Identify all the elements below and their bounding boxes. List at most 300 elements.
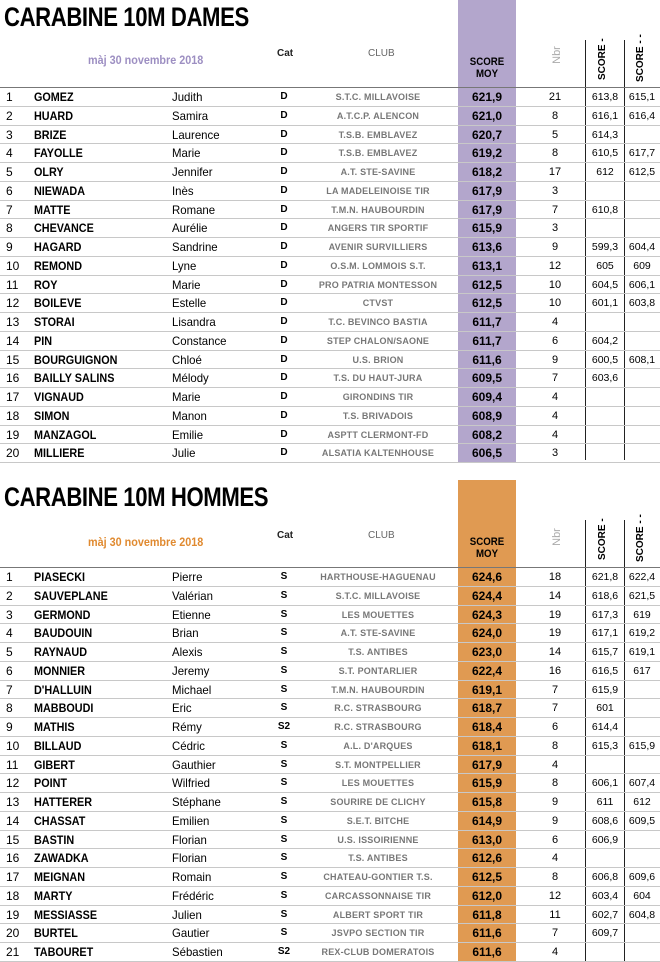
table-row <box>0 426 660 445</box>
last-name-cell: BRIZE <box>34 127 67 142</box>
category-cell: D <box>280 391 288 402</box>
score1-cell: 615,3 <box>591 739 619 752</box>
score1-cell: 605 <box>596 259 614 272</box>
first-name-cell: Marie <box>172 277 201 292</box>
rank-cell: 13 <box>6 795 20 809</box>
club-cell: PRO PATRIA MONTESSON <box>318 279 438 290</box>
club-cell: R.C. STRASBOURG <box>334 703 422 714</box>
category-cell: S <box>280 739 288 751</box>
score1-cell: 604,5 <box>591 278 619 291</box>
nbr-cell: 4 <box>551 391 559 403</box>
last-name-cell: MABBOUDI <box>34 701 94 716</box>
club-cell: JSVPO SECTION TIR <box>331 928 425 939</box>
score-moy-cell: 620,7 <box>471 127 503 142</box>
hommes-table <box>0 568 660 962</box>
score-moy-cell: 619,2 <box>471 146 503 161</box>
score1-cell: 618,6 <box>591 589 619 602</box>
club-cell: T.C. BEVINCO BASTIA <box>328 317 428 327</box>
category-cell: D <box>280 353 288 365</box>
last-name-cell: SIMON <box>34 408 70 423</box>
category-cell: D <box>280 166 288 177</box>
club-cell: T.S. BRIVADOIS <box>342 410 414 421</box>
rank-cell: 16 <box>6 371 20 386</box>
nbr-cell: 19 <box>548 627 562 640</box>
table-row <box>0 276 660 295</box>
last-name-cell: FAYOLLE <box>34 146 83 161</box>
nbr-cell: 14 <box>548 589 562 602</box>
club-cell: T.S. ANTIBES <box>348 853 408 864</box>
club-cell: T.S. ANTIBES <box>348 647 408 657</box>
last-name-cell: TABOURET <box>34 945 94 959</box>
table-row <box>0 444 660 463</box>
nbr-cell: 7 <box>551 203 559 216</box>
score1-cell: 606,8 <box>591 871 619 883</box>
table-row <box>0 294 660 313</box>
club-cell: LES MOUETTES <box>341 609 415 620</box>
category-cell: S <box>280 589 288 601</box>
nbr-cell: 3 <box>551 222 559 235</box>
first-name-cell: Brian <box>172 626 199 641</box>
table-row <box>0 887 660 906</box>
category-cell: S <box>280 608 288 620</box>
last-name-cell: BOILEVE <box>34 296 82 311</box>
table-row <box>0 107 660 126</box>
score1-cell: 617,1 <box>591 627 619 640</box>
score-moy-cell: 612,5 <box>471 277 503 292</box>
nbr-cell: 12 <box>548 259 562 272</box>
last-name-cell: BAILLY SALINS <box>34 371 115 386</box>
last-name-cell: GIBERT <box>34 757 75 772</box>
score-moy-cell: 608,9 <box>471 408 503 423</box>
table-row <box>0 351 660 370</box>
score-moy-cell: 615,9 <box>471 221 503 236</box>
club-cell: GIRONDINS TIR <box>342 392 414 402</box>
category-cell: D <box>280 259 288 271</box>
first-name-cell: Mélody <box>172 371 209 386</box>
score-moy-cell: 611,7 <box>472 315 502 329</box>
rank-cell: 3 <box>6 127 13 142</box>
first-name-cell: Romane <box>172 202 216 217</box>
hommes-title: CARABINE 10M HOMMES <box>4 482 269 512</box>
table-row <box>0 369 660 388</box>
dames-title: CARABINE 10M DAMES <box>4 2 249 32</box>
score-moy-cell: 622,4 <box>471 663 503 678</box>
first-name-cell: Alexis <box>172 645 203 659</box>
nbr-cell: 4 <box>551 428 559 441</box>
category-cell: D <box>280 203 288 215</box>
score1-cell: 610,5 <box>591 147 619 160</box>
first-name-cell: Aurélie <box>172 221 208 236</box>
nbr-cell: 4 <box>551 852 559 865</box>
score1-cell: 608,6 <box>591 814 619 827</box>
table-row <box>0 756 660 775</box>
table-row <box>0 332 660 351</box>
table-row <box>0 238 660 257</box>
last-name-cell: VIGNAUD <box>34 390 84 404</box>
table-row <box>0 662 660 681</box>
first-name-cell: Emilien <box>172 813 210 828</box>
nbr-cell: 9 <box>551 796 559 808</box>
first-name-cell: Florian <box>172 832 207 847</box>
rank-cell: 17 <box>6 870 20 884</box>
table-row <box>0 388 660 407</box>
rank-cell: 11 <box>6 277 19 292</box>
rank-cell: 5 <box>6 165 13 179</box>
score-moy-cell: 613,6 <box>471 240 503 254</box>
score2-cell: 619 <box>633 608 651 621</box>
score-moy-cell: 624,6 <box>471 570 503 584</box>
last-name-cell: HAGARD <box>34 240 82 254</box>
score-moy-cell: 619,1 <box>471 682 503 697</box>
score1-cell: 609,7 <box>591 927 619 940</box>
rank-cell: 10 <box>6 738 20 753</box>
score2-cell: 619,1 <box>628 646 656 658</box>
first-name-cell: Etienne <box>172 607 211 622</box>
dames-header-nbr: Nbr <box>551 46 563 64</box>
hommes-header-score-moy: SCORE MOY <box>469 536 505 560</box>
dames-header-score1: SCORE - <box>597 38 608 80</box>
club-cell: LES MOUETTES <box>341 778 415 789</box>
rank-cell: 20 <box>6 446 20 461</box>
category-cell: D <box>280 372 288 384</box>
last-name-cell: BURTEL <box>34 926 78 941</box>
score-moy-cell: 608,2 <box>471 427 503 442</box>
score-moy-cell: 613,0 <box>471 832 503 847</box>
table-row <box>0 831 660 850</box>
score1-cell: 616,1 <box>591 109 619 122</box>
table-row <box>0 718 660 737</box>
score1-cell: 611 <box>596 796 614 808</box>
score-moy-cell: 612,0 <box>471 888 503 903</box>
rank-cell: 14 <box>6 813 20 828</box>
score-moy-cell: 615,8 <box>471 795 503 809</box>
nbr-cell: 6 <box>551 833 559 846</box>
hommes-header-nbr: Nbr <box>551 528 563 546</box>
last-name-cell: CHEVANCE <box>34 221 94 236</box>
table-row <box>0 812 660 831</box>
nbr-cell: 9 <box>551 353 559 366</box>
hommes-header-cat: Cat <box>277 530 294 541</box>
club-cell: T.S. DU HAUT-JURA <box>333 373 423 384</box>
score-moy-cell: 612,5 <box>471 870 503 884</box>
category-cell: D <box>280 222 288 234</box>
table-row <box>0 643 660 662</box>
nbr-cell: 4 <box>551 946 559 958</box>
category-cell: S <box>280 683 288 695</box>
last-name-cell: D'HALLUIN <box>34 682 92 697</box>
nbr-cell: 3 <box>551 184 559 197</box>
club-cell: A.T. STE-SAVINE <box>340 628 416 639</box>
score2-cell: 612 <box>633 796 651 808</box>
club-cell: R.C. STRASBOURG <box>334 722 422 732</box>
last-name-cell: MONNIER <box>34 663 86 678</box>
club-cell: T.M.N. HAUBOURDIN <box>331 684 425 695</box>
rank-cell: 14 <box>6 333 20 348</box>
table-row <box>0 924 660 943</box>
rank-cell: 19 <box>6 427 20 442</box>
score2-cell: 619,2 <box>628 627 656 640</box>
hommes-section <box>0 478 660 962</box>
rank-cell: 19 <box>6 907 20 922</box>
nbr-cell: 17 <box>548 166 562 178</box>
last-name-cell: REMOND <box>34 258 83 273</box>
club-cell: S.T. MONTPELLIER <box>335 759 421 770</box>
nbr-cell: 19 <box>548 608 562 621</box>
first-name-cell: Jennifer <box>172 165 213 179</box>
category-cell: D <box>280 147 288 159</box>
first-name-cell: Rémy <box>172 720 202 734</box>
last-name-cell: HUARD <box>34 108 74 123</box>
club-cell: T.M.N. HAUBOURDIN <box>331 204 425 215</box>
score2-cell: 617 <box>633 664 651 677</box>
score-moy-cell: 618,4 <box>471 720 503 734</box>
table-row <box>0 201 660 220</box>
category-cell: S <box>280 871 288 882</box>
rank-cell: 4 <box>6 626 13 641</box>
table-row <box>0 793 660 812</box>
last-name-cell: MARTY <box>34 888 73 903</box>
first-name-cell: Inès <box>172 183 194 198</box>
last-name-cell: GOMEZ <box>34 90 74 104</box>
category-cell: D <box>280 428 288 440</box>
rank-cell: 4 <box>6 146 13 161</box>
score2-cell: 617,7 <box>628 147 656 160</box>
first-name-cell: Sébastien <box>172 945 223 959</box>
club-cell: CHATEAU-GONTIER T.S. <box>323 872 433 882</box>
rank-cell: 2 <box>6 588 13 603</box>
last-name-cell: MATHIS <box>34 720 75 734</box>
category-cell: S <box>280 777 288 789</box>
category-cell: D <box>280 278 288 290</box>
first-name-cell: Stéphane <box>172 795 221 809</box>
score1-cell: 606,1 <box>591 777 619 790</box>
rank-cell: 10 <box>6 258 20 273</box>
score1-cell: 601,1 <box>591 297 619 310</box>
category-cell: S <box>280 702 288 714</box>
last-name-cell: POINT <box>34 776 68 791</box>
first-name-cell: Julie <box>172 446 196 461</box>
club-cell: ALBERT SPORT TIR <box>332 909 424 920</box>
score2-cell: 604,4 <box>628 241 656 253</box>
first-name-cell: Estelle <box>172 296 207 311</box>
score-moy-cell: 618,7 <box>471 701 503 716</box>
score2-cell: 609,5 <box>628 814 656 827</box>
first-name-cell: Lyne <box>172 258 197 273</box>
first-name-cell: Marie <box>172 390 201 404</box>
category-cell: D <box>280 128 288 140</box>
hommes-header-club: CLUB <box>368 530 395 541</box>
score-moy-cell: 623,0 <box>471 645 503 659</box>
last-name-cell: MILLIERE <box>34 446 85 461</box>
nbr-cell: 8 <box>551 871 559 883</box>
table-row <box>0 681 660 700</box>
last-name-cell: ROY <box>34 277 58 292</box>
category-cell: D <box>280 241 288 252</box>
club-cell: CTVST <box>362 298 394 309</box>
rank-cell: 11 <box>6 757 19 772</box>
rank-cell: 5 <box>6 645 13 659</box>
score1-cell: 616,5 <box>591 664 619 677</box>
club-cell: S.T.C. MILLAVOISE <box>335 92 421 102</box>
score2-cell: 608,1 <box>628 353 656 366</box>
rank-cell: 9 <box>6 720 13 734</box>
nbr-cell: 7 <box>551 372 559 385</box>
score1-cell: 600,5 <box>591 353 619 366</box>
score2-cell: 607,4 <box>628 777 656 790</box>
score-moy-cell: 611,6 <box>472 352 502 367</box>
table-row <box>0 868 660 887</box>
rank-cell: 12 <box>6 776 20 791</box>
table-row <box>0 257 660 276</box>
score-moy-cell: 609,4 <box>471 390 503 404</box>
score2-cell: 612,5 <box>628 166 656 178</box>
score1-cell: 613,8 <box>591 91 619 103</box>
category-cell: S <box>280 927 288 939</box>
score1-cell: 610,8 <box>591 203 619 216</box>
score1-cell: 615,7 <box>591 646 619 658</box>
last-name-cell: ZAWADKA <box>34 851 89 866</box>
club-cell: O.S.M. LOMMOIS S.T. <box>330 260 426 271</box>
category-cell: D <box>280 447 288 459</box>
nbr-cell: 8 <box>551 109 559 122</box>
last-name-cell: NIEWADA <box>34 183 86 198</box>
club-cell: STEP CHALON/SAONE <box>326 335 430 346</box>
nbr-cell: 4 <box>551 758 559 771</box>
rank-cell: 18 <box>6 888 20 903</box>
nbr-cell: 5 <box>551 128 559 141</box>
nbr-cell: 16 <box>548 664 562 677</box>
rank-cell: 12 <box>6 296 20 311</box>
last-name-cell: SAUVEPLANE <box>34 588 108 603</box>
score1-cell: 603,4 <box>591 889 619 902</box>
score-moy-cell: 611,6 <box>472 926 502 941</box>
rank-cell: 9 <box>6 240 13 254</box>
hommes-header-score1: SCORE - <box>597 518 608 560</box>
table-row <box>0 849 660 868</box>
first-name-cell: Gauthier <box>172 757 216 772</box>
score2-cell: 609,6 <box>628 871 656 883</box>
score1-cell: 617,3 <box>591 608 619 621</box>
score-moy-cell: 621,0 <box>471 108 503 123</box>
nbr-cell: 3 <box>551 447 559 460</box>
rank-cell: 8 <box>6 701 13 716</box>
rank-cell: 18 <box>6 408 20 423</box>
rank-cell: 2 <box>6 108 13 123</box>
first-name-cell: Manon <box>172 408 207 423</box>
last-name-cell: STORAI <box>34 315 75 329</box>
score-moy-cell: 611,7 <box>472 333 502 348</box>
rank-cell: 20 <box>6 926 20 941</box>
score2-cell: 609 <box>633 259 651 272</box>
nbr-cell: 10 <box>548 278 562 291</box>
category-cell: S <box>280 758 288 770</box>
category-cell: D <box>280 91 288 102</box>
table-row <box>0 219 660 238</box>
club-cell: LA MADELEINOISE TIR <box>326 185 430 196</box>
nbr-cell: 9 <box>551 814 559 827</box>
category-cell: D <box>280 297 288 309</box>
first-name-cell: Florian <box>172 851 207 866</box>
first-name-cell: Chloé <box>172 352 202 367</box>
club-cell: HARTHOUSE-HAGUENAU <box>320 572 436 582</box>
score-moy-cell: 617,9 <box>471 757 503 772</box>
score1-cell: 612 <box>596 166 614 178</box>
rank-cell: 21 <box>6 945 20 959</box>
rank-cell: 7 <box>6 202 13 217</box>
rank-cell: 7 <box>6 682 13 697</box>
nbr-cell: 8 <box>551 147 559 160</box>
rank-cell: 16 <box>6 851 20 866</box>
dames-header-club: CLUB <box>368 48 395 59</box>
first-name-cell: Romain <box>172 870 212 884</box>
score2-cell: 616,4 <box>628 109 656 122</box>
dames-section <box>0 0 660 462</box>
category-cell: S <box>280 646 288 657</box>
last-name-cell: BASTIN <box>34 832 75 847</box>
club-cell: T.S.B. EMBLAVEZ <box>338 148 418 159</box>
score-moy-cell: 614,9 <box>471 813 503 828</box>
score1-cell: 621,8 <box>591 571 619 583</box>
club-cell: T.S.B. EMBLAVEZ <box>338 129 418 140</box>
club-cell: A.T. STE-SAVINE <box>340 167 416 177</box>
score-moy-cell: 606,5 <box>471 446 503 461</box>
category-cell: S2 <box>277 721 291 732</box>
category-cell: S <box>280 627 288 639</box>
nbr-cell: 11 <box>549 908 561 921</box>
category-cell: S <box>280 664 288 676</box>
nbr-cell: 14 <box>548 646 562 658</box>
score1-cell: 599,3 <box>591 241 619 253</box>
table-row <box>0 943 660 962</box>
last-name-cell: MATTE <box>34 202 71 217</box>
rank-cell: 1 <box>6 570 13 584</box>
category-cell: D <box>280 184 288 196</box>
table-row <box>0 144 660 163</box>
club-cell: S.E.T. BITCHE <box>346 815 410 826</box>
score-moy-cell: 609,5 <box>471 371 503 386</box>
category-cell: D <box>280 316 288 327</box>
rank-cell: 15 <box>6 352 20 367</box>
club-cell: ALSATIA KALTENHOUSE <box>321 448 435 459</box>
first-name-cell: Gautier <box>172 926 210 941</box>
table-row <box>0 407 660 426</box>
score-moy-cell: 621,9 <box>471 90 503 104</box>
last-name-cell: MESSIASSE <box>34 907 98 922</box>
first-name-cell: Jeremy <box>172 663 210 678</box>
hommes-header-score2: SCORE - - <box>635 514 646 562</box>
score-moy-cell: 613,1 <box>471 258 503 273</box>
category-cell: D <box>280 334 288 346</box>
category-cell: S <box>280 852 288 864</box>
first-name-cell: Pierre <box>172 570 203 584</box>
rank-cell: 17 <box>6 390 20 404</box>
nbr-cell: 8 <box>551 739 559 752</box>
club-cell: ASPTT CLERMONT-FD <box>327 429 429 440</box>
first-name-cell: Samira <box>172 108 209 123</box>
score1-cell: 601 <box>596 702 614 715</box>
category-cell: S <box>280 571 288 582</box>
category-cell: S2 <box>277 946 291 957</box>
last-name-cell: MANZAGOL <box>34 427 97 442</box>
last-name-cell: RAYNAUD <box>34 645 88 659</box>
club-cell: U.S. ISSOIRIENNE <box>337 834 419 845</box>
first-name-cell: Emilie <box>172 427 204 442</box>
score-moy-cell: 617,9 <box>471 183 503 198</box>
dames-header-cat: Cat <box>277 48 294 59</box>
first-name-cell: Marie <box>172 146 201 161</box>
last-name-cell: PIASECKI <box>34 570 86 584</box>
score-moy-cell: 624,3 <box>471 607 503 622</box>
